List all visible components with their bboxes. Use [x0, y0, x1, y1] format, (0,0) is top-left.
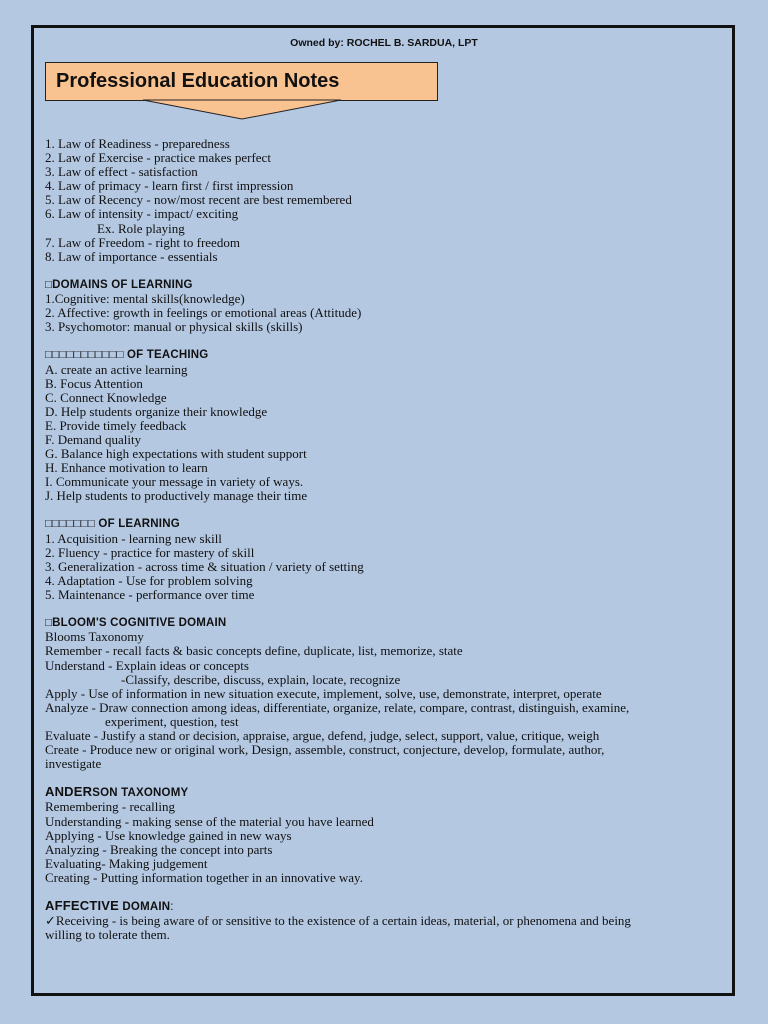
list-item: 7. Law of Freedom - right to freedom [45, 234, 240, 250]
list-item: Remembering - recalling [45, 799, 175, 815]
missing-glyph-icon: □ [45, 617, 53, 630]
section-heading: □BLOOM'S COGNITIVE DOMAIN [45, 617, 227, 630]
list-item: I. Communicate your message in variety of ways. [45, 474, 304, 490]
list-item: Understand - Explain ideas or concepts [45, 657, 249, 673]
list-item: willing to tolerate them. [45, 927, 170, 943]
list-item: Evaluating- Making judgement [45, 855, 208, 871]
list-item: ✓Receiving - is being aware of or sensitive to the existence of a certain ideas, material, or phenomena and being [45, 913, 631, 929]
list-item: 1. Acquisition - learning new skill [45, 530, 222, 546]
list-item: 2. Fluency - practice for mastery of skill [45, 544, 255, 560]
missing-glyph-icon: □ [45, 278, 53, 291]
list-item: 5. Law of Recency - now/most recent are best remembered [45, 192, 352, 208]
bloom-section [45, 616, 735, 771]
list-item: 1.Cognitive: mental skills(knowledge) [45, 291, 245, 307]
down-arrow-icon [142, 99, 342, 121]
list-item: Understanding - making sense of the material you have learned [45, 813, 374, 829]
list-item: 2. Law of Exercise - practice makes perfect [45, 150, 271, 166]
list-item: Create - Produce new or original work, Design, assemble, construct, conjecture, develop, formulate, author, [45, 742, 605, 758]
section-heading: □□□□□□□ OF LEARNING [45, 518, 180, 531]
list-item: E. Provide timely feedback [45, 417, 187, 433]
list-item-example: Ex. Role playing [97, 220, 185, 236]
list-item: Applying - Use knowledge gained in new ways [45, 827, 292, 843]
anderson-section [45, 785, 735, 885]
list-item: H. Enhance motivation to learn [45, 460, 208, 476]
list-item: Remember - recall facts & basic concepts define, duplicate, list, memorize, state [45, 643, 463, 659]
list-item: A. create an active learning [45, 361, 188, 377]
list-item: 6. Law of intensity - impact/ exciting [45, 206, 239, 222]
section-heading: ANDERSON TAXONOMY [45, 784, 189, 800]
laws-list [45, 137, 735, 264]
list-item: 3. Law of effect - satisfaction [45, 164, 198, 180]
section-heading: □DOMAINS OF LEARNING [45, 278, 193, 291]
list-item: experiment, question, test [105, 713, 239, 729]
missing-glyphs: □□□□□□□ [45, 518, 96, 531]
page-title: Professional Education Notes [45, 62, 438, 101]
list-item: Analyze - Draw connection among ideas, differentiate, organize, relate, compare, contrast, distinguish, examine, [45, 699, 630, 715]
list-item: Evaluate - Justify a stand or decision, appraise, argue, defend, judge, select, support, value, critique, weigh [45, 728, 600, 743]
list-item: G. Balance high expectations with student support [45, 446, 307, 462]
list-item: 3. Psychomotor: manual or physical skills (skills) [45, 319, 303, 335]
list-item: 2. Affective: growth in feelings or emotional areas (Attitude) [45, 305, 362, 321]
list-item: Analyzing - Breaking the concept into parts [45, 841, 273, 857]
list-item: Apply - Use of information in new situation execute, implement, solve, use, demonstrate, interpret, operate [45, 685, 602, 701]
list-item: 4. Adaptation - Use for problem solving [45, 572, 253, 588]
list-item: J. Help students to productively manage their time [45, 488, 308, 504]
affective-section [45, 899, 735, 942]
list-item: investigate [45, 756, 102, 772]
list-item: Blooms Taxonomy [45, 629, 144, 645]
section-heading: AFFECTIVE DOMAIN: [45, 898, 174, 914]
list-item: D. Help students organize their knowledge [45, 403, 268, 419]
section-heading: □□□□□□□□□□□ OF TEACHING [45, 349, 209, 362]
list-item: 1. Law of Readiness - preparedness [45, 136, 230, 151]
list-item: 4. Law of primacy - learn first / first impression [45, 178, 294, 194]
teaching-section [45, 348, 735, 503]
notes-content [45, 137, 735, 942]
owner-line: Owned by: ROCHEL B. SARDUA, LPT [290, 37, 478, 49]
list-item: F. Demand quality [45, 432, 142, 447]
learning-section [45, 517, 735, 602]
list-item: 3. Generalization - across time & situation / variety of setting [45, 558, 364, 574]
list-item: -Classify, describe, discuss, explain, locate, recognize [121, 671, 401, 687]
list-item: Creating - Putting information together in an innovative way. [45, 869, 363, 885]
list-item: B. Focus Attention [45, 375, 143, 391]
list-item: C. Connect Knowledge [45, 389, 167, 405]
domains-section [45, 278, 735, 334]
missing-glyphs: □□□□□□□□□□□ [45, 349, 124, 362]
list-item: 8. Law of importance - essentials [45, 248, 218, 264]
list-item: 5. Maintenance - performance over time [45, 587, 255, 603]
